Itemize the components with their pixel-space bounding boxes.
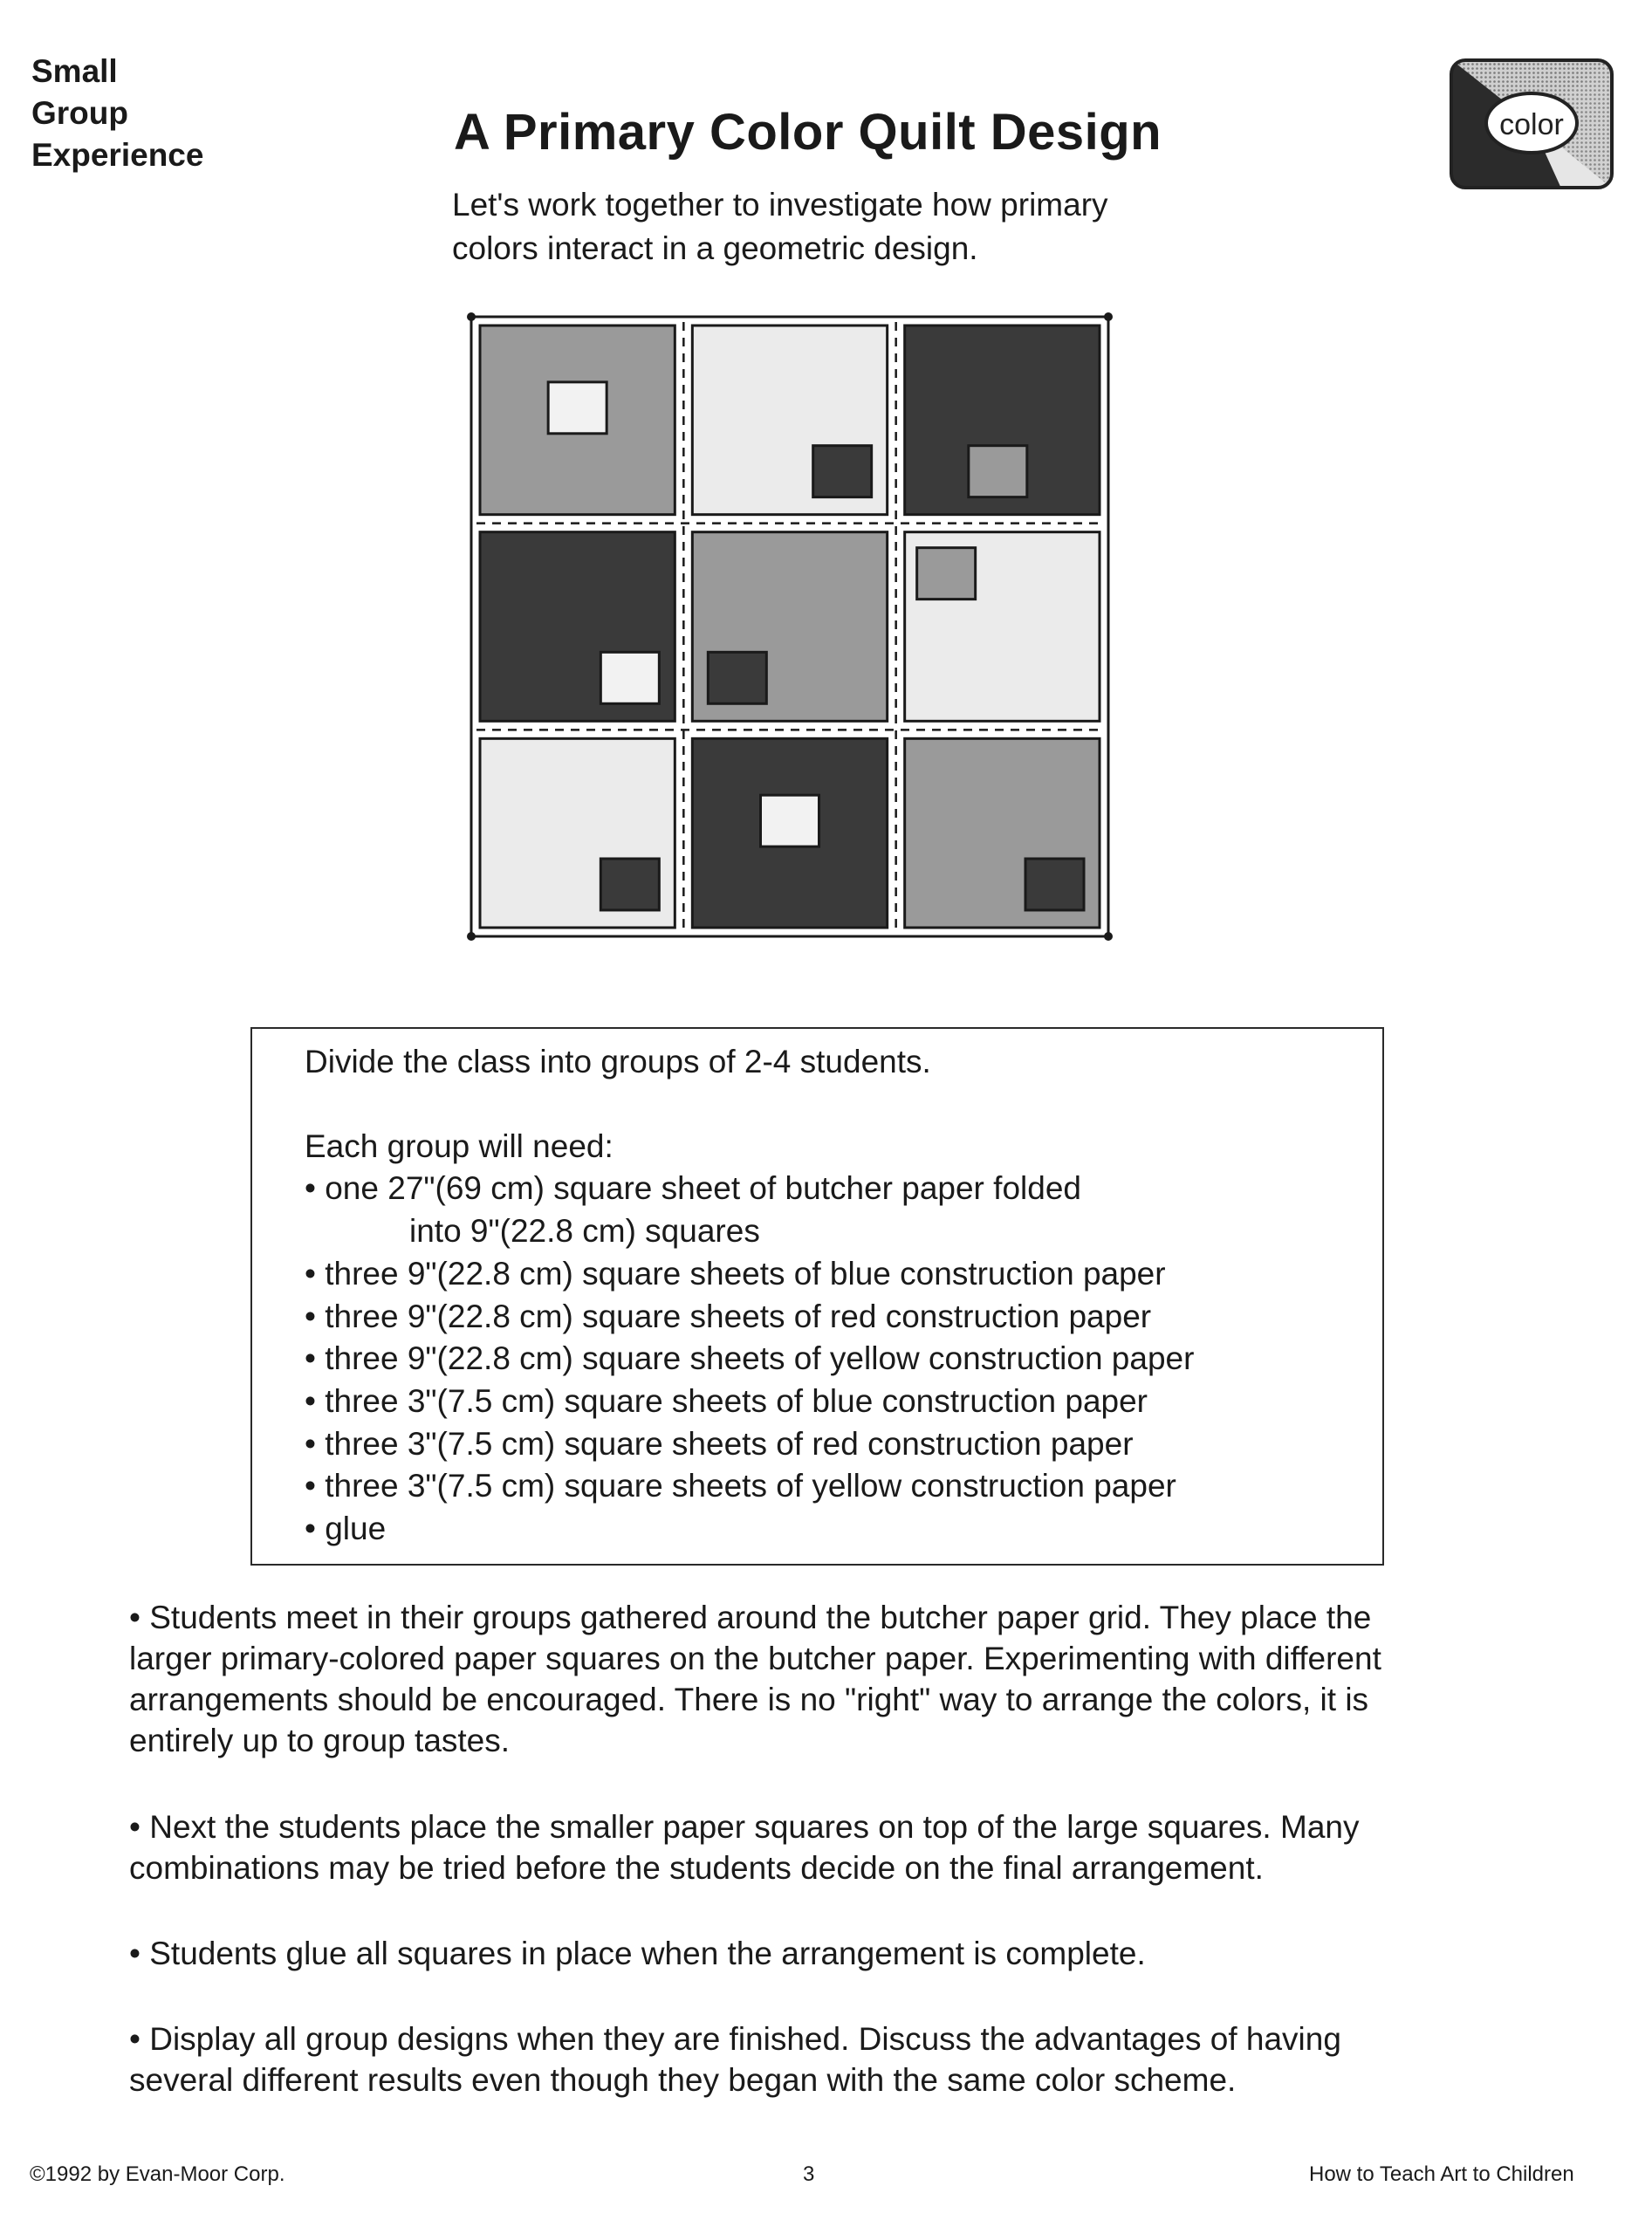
materials-item: • three 9"(22.8 cm) square sheets of blue construction paper [305, 1255, 1166, 1292]
quilt-small-square [917, 548, 976, 600]
materials-item: • one 27"(69 cm) square sheet of butcher paper folded [305, 1170, 1081, 1207]
instruction-line: • Students glue all squares in place when the arrangement is complete. [129, 1936, 1146, 1971]
quilt-small-square [600, 859, 659, 910]
instruction-line: • Display all group designs when they are finished. Discuss the advantages of having [129, 2021, 1341, 2057]
intro-line: Let's work together to investigate how primary [452, 187, 1108, 223]
quilt-small-square [761, 795, 819, 846]
color-badge-icon [1449, 58, 1614, 190]
instruction-paragraph [129, 2018, 1525, 2100]
quilt-small-square [548, 382, 607, 434]
footer-book-title: How to Teach Art to Children [1309, 2162, 1574, 2186]
instruction-line: • Students meet in their groups gathered around the butcher paper grid. They place the [129, 1600, 1372, 1635]
materials-item: • three 9"(22.8 cm) square sheets of red construction paper [305, 1298, 1152, 1334]
quilt-design-illustration [454, 301, 1126, 951]
instruction-line: several different results even though they began with the same color scheme. [129, 2062, 1237, 2098]
corner-pin [1104, 312, 1113, 321]
instruction-line: entirely up to group tastes. [129, 1723, 511, 1758]
instruction-paragraph [129, 1597, 1525, 1761]
corner-pin [467, 312, 476, 321]
materials-item: • glue [305, 1511, 387, 1547]
badge-label: color [1499, 108, 1564, 141]
corner-pin [467, 932, 476, 941]
corner-pin [1104, 932, 1113, 941]
corner-label [31, 51, 203, 176]
instruction-paragraph [129, 1933, 1525, 1974]
footer-page-number: 3 [803, 2162, 815, 2186]
instruction-line: arrangements should be encouraged. There is no "right" way to arrange the colors, it is [129, 1682, 1369, 1717]
materials-item: into 9"(22.8 cm) squares [409, 1213, 760, 1250]
materials-item: • three 9"(22.8 cm) square sheets of yellow construction paper [305, 1340, 1195, 1377]
instruction-line: • Next the students place the smaller paper squares on top of the large squares. Many [129, 1809, 1360, 1845]
quilt-small-square [708, 652, 766, 703]
materials-heading: Each group will need: [305, 1127, 614, 1164]
quilt-small-square [969, 446, 1027, 497]
quilt-small-square [600, 652, 659, 703]
corner-label-line: Small [31, 53, 118, 89]
materials-box [250, 1027, 1384, 1566]
materials-item: • three 3"(7.5 cm) square sheets of yellow construction paper [305, 1468, 1176, 1504]
quilt-small-square [813, 446, 872, 497]
corner-label-line: Experience [31, 137, 204, 173]
intro-line: colors interact in a geometric design. [452, 230, 978, 266]
materials-intro: Divide the class into groups of 2-4 students. [305, 1044, 931, 1079]
intro-text [452, 183, 1237, 271]
footer-copyright: ©1992 by Evan-Moor Corp. [30, 2162, 285, 2186]
page-title: A Primary Color Quilt Design [454, 104, 1162, 161]
instruction-line: combinations may be tried before the students decide on the final arrangement. [129, 1850, 1264, 1886]
corner-label-line: Group [31, 95, 128, 131]
materials-item: • three 3"(7.5 cm) square sheets of blue construction paper [305, 1382, 1148, 1419]
materials-item: • three 3"(7.5 cm) square sheets of red construction paper [305, 1425, 1134, 1462]
instruction-paragraph [129, 1806, 1525, 1888]
instruction-line: larger primary-colored paper squares on the butcher paper. Experimenting with different [129, 1641, 1381, 1676]
quilt-small-square [1025, 859, 1084, 910]
